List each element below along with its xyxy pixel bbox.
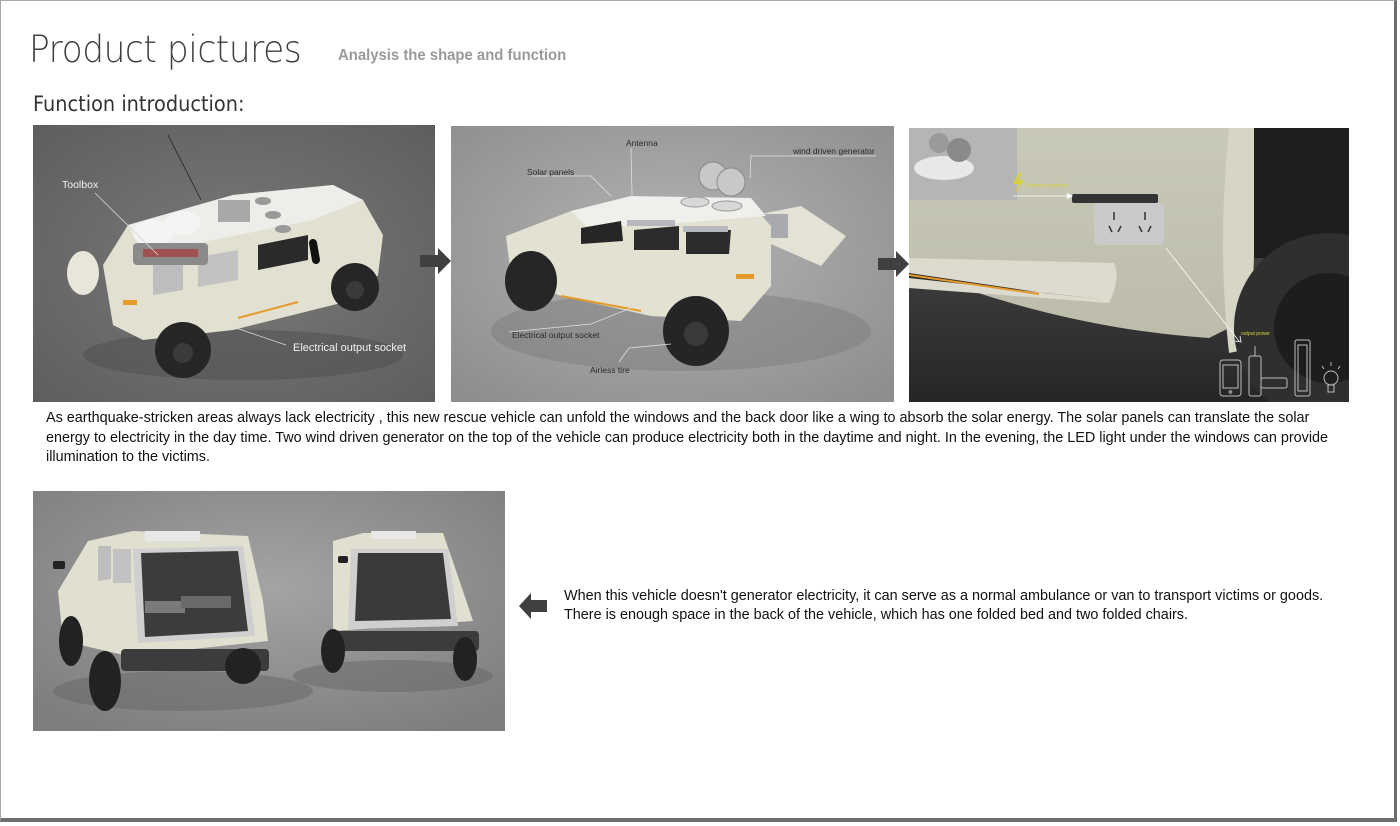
vehicle-rear-cargo-illustration: [33, 491, 505, 731]
arrow-right-icon: [420, 248, 452, 274]
callout-airless-tire: Airless tire: [590, 365, 630, 375]
vehicle-top-view-illustration: [33, 125, 435, 402]
arrow-right-icon: [878, 251, 910, 277]
callout-wind-driven-generator: wind driven generator: [793, 146, 875, 156]
description-paragraph-1: As earthquake-stricken areas always lack electricity , this new rescue vehicle can unfold the windows and the back door like a wing to absorb the solar energy. The solar panels can translate the solar energy to electricity in the day time. Two wind driven generator on the top of the vehicle can produce electricity both in the daytime and night. In the evening, the LED light under the windows can provide illumination to the victims.: [46, 410, 1329, 465]
photo-vehicle-unfolded: [451, 126, 894, 402]
photo-socket-closeup: [909, 128, 1349, 402]
callout-electrical-output-socket: Electrical output socket: [512, 330, 600, 340]
page-subtitle: Analysis the shape and function: [338, 47, 567, 64]
socket-closeup-illustration: [909, 128, 1349, 402]
vehicle-unfolded-illustration: [451, 126, 894, 402]
description-paragraph-2-line-2: There is enough space in the back of the vehicle, which has one folded bed and two folded chairs.: [564, 607, 1188, 623]
description-paragraph-2-line-1: When this vehicle doesn't generator electricity, it can serve as a normal ambulance or van to transport victims or goods.: [564, 588, 1324, 604]
photo-vehicle-rear-cargo: [33, 491, 505, 731]
callout-toolbox: Toolbox: [62, 179, 99, 191]
arrow-left-icon: [519, 593, 548, 619]
callout-electrical-output-socket: Electrical output socket: [293, 342, 407, 354]
page-title: Product pictures: [29, 28, 302, 71]
section-heading: Function introduction:: [33, 92, 245, 116]
callout-solar-panels: Solar panels: [527, 167, 575, 177]
callout-generate-electricity: Generate electricity: [1025, 183, 1069, 189]
photo-vehicle-top-view: [33, 125, 435, 402]
callout-antenna: Antenna: [626, 138, 658, 148]
callout-output-power: output power: [1241, 331, 1270, 337]
